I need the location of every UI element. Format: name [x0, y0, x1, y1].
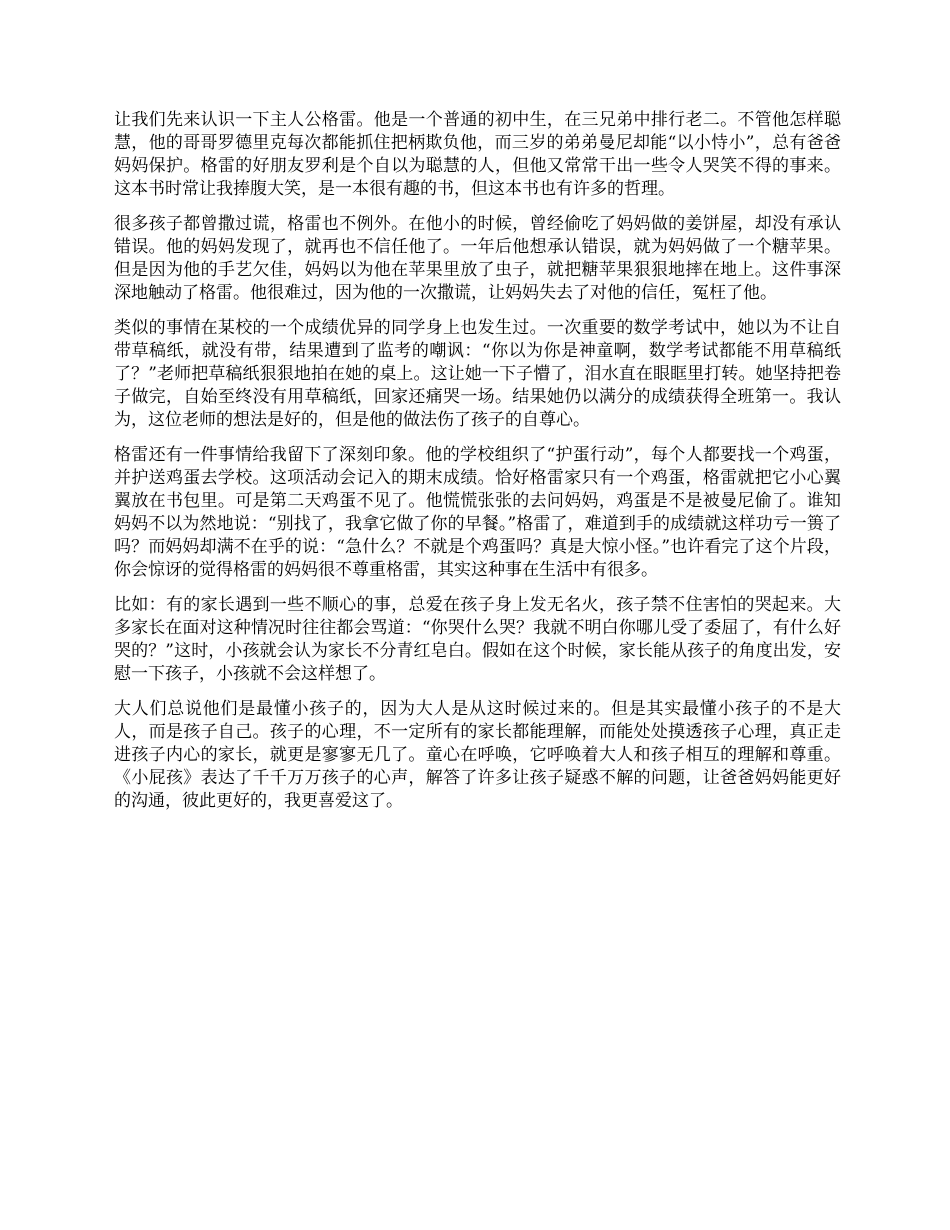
paragraph-1: 让我们先来认识一下主人公格雷。他是一个普通的初中生，在三兄弟中排行老二。不管他怎样聪慧，他的哥哥罗德里克每次都能抓住把柄欺负他，而三岁的弟弟曼尼却能“以小恃小”，总有爸爸妈妈保护。格雷的好朋友罗利是个自以为聪慧的人，但他又常常干出一些令人哭笑不得的事来。这本书时常让我捧腹大笑，是一本很有趣的书，但这本书也有许多的哲理。	[114, 110, 841, 199]
document-page	[114, 109, 841, 825]
paragraph-3: 类似的事情在某校的一个成绩优异的同学身上也发生过。一次重要的数学考试中，她以为不让自带草稿纸，就没有带，结果遭到了监考的嘲讽：“你以为你是神童啊，数学考试都能不用草稿纸了？”老师把草稿纸狠狠地拍在她的桌上。这让她一下子懵了，泪水直在眼眶里打转。她坚持把卷子做完，自始至终没有用草稿纸，回家还痛哭一场。结果她仍以满分的成绩获得全班第一。我认为，这位老师的想法是好的，但是他的做法伤了孩子的自尊心。	[114, 318, 841, 430]
paragraph-6: 大人们总说他们是最懂小孩子的，因为大人是从这时候过来的。但是其实最懂小孩子的不是大人，而是孩子自己。孩子的心理，不一定所有的家长都能理解，而能处处摸透孩子心理，真正走进孩子内心的家长，就更是寥寥无几了。童心在呼唤，它呼唤着大人和孩子相互的理解和尊重。《小屁孩》表达了千千万万孩子的心声，解答了许多让孩子疑惑不解的问题，让爸爸妈妈能更好的沟通，彼此更好的，我更喜爱这了。	[114, 699, 841, 811]
paragraph-4: 格雷还有一件事情给我留下了深刻印象。他的学校组织了“护蛋行动”，每个人都要找一个鸡蛋，并护送鸡蛋去学校。这项活动会记入的期末成绩。恰好格雷家只有一个鸡蛋，格雷就把它小心翼翼放在书包里。可是第二天鸡蛋不见了。他慌慌张张的去问妈妈，鸡蛋是不是被曼尼偷了。谁知妈妈不以为然地说：“别找了，我拿它做了你的早餐。”格雷了，难道到手的成绩就这样功亏一篑了吗？而妈妈却满不在乎的说：“急什么？不就是个鸡蛋吗？真是大惊小怪。”也许看完了这个片段，你会惊讶的觉得格雷的妈妈很不尊重格雷，其实这种事在生活中有很多。	[114, 445, 841, 580]
paragraph-2: 很多孩子都曾撒过谎，格雷也不例外。在他小的时候，曾经偷吃了妈妈做的姜饼屋，却没有承认错误。他的妈妈发现了，就再也不信任他了。一年后他想承认错误，就为妈妈做了一个糖苹果。但是因为他的手艺欠佳，妈妈以为他在苹果里放了虫子，就把糖苹果狠狠地摔在地上。这件事深深地触动了格雷。他很难过，因为他的一次撒谎，让妈妈失去了对他的信任，冤枉了他。	[114, 214, 841, 303]
paragraph-5: 比如：有的家长遇到一些不顺心的事，总爱在孩子身上发无名火，孩子禁不住害怕的哭起来。大多家长在面对这种情况时往往都会骂道：“你哭什么哭？我就不明白你哪儿受了委屈了，有什么好哭的？”这时，小孩就会认为家长不分青红皂白。假如在这个时候，家长能从孩子的角度出发，安慰一下孩子，小孩就不会这样想了。	[114, 595, 841, 684]
